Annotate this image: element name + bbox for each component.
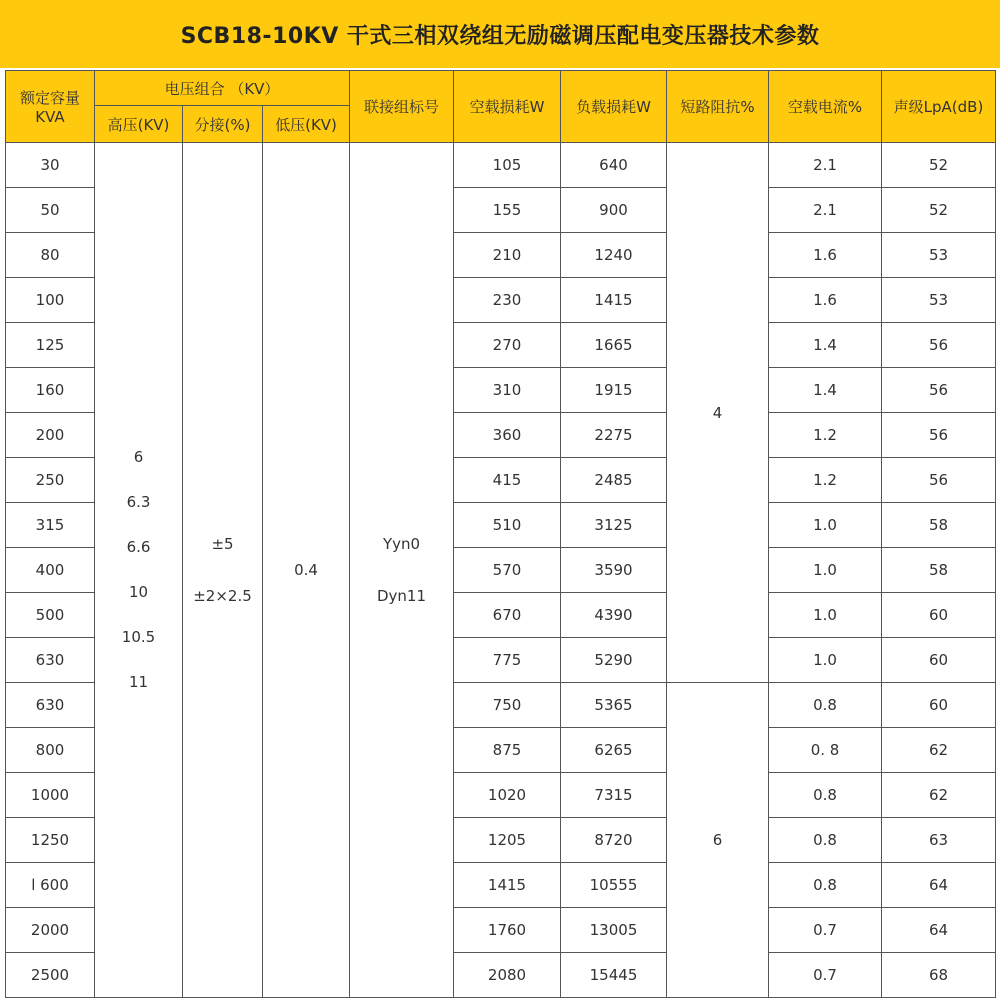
cell-hv-merged bbox=[95, 143, 183, 998]
cell-noise: 52 bbox=[882, 143, 996, 188]
cell-no-load-current: 2.1 bbox=[769, 143, 882, 188]
tap-value: ±5 bbox=[211, 535, 234, 553]
cell-noise: 58 bbox=[882, 503, 996, 548]
cell-no-load-loss: 360 bbox=[454, 413, 561, 458]
cell-noise: 62 bbox=[882, 728, 996, 773]
cell-lv-merged: 0.4 bbox=[263, 143, 350, 998]
cell-capacity: 125 bbox=[6, 323, 95, 368]
connection-values bbox=[350, 518, 453, 622]
cell-noise: 64 bbox=[882, 863, 996, 908]
cell-no-load-loss: 2080 bbox=[454, 953, 561, 998]
cell-capacity: 400 bbox=[6, 548, 95, 593]
cell-no-load-current: 2.1 bbox=[769, 188, 882, 233]
cell-no-load-loss: 875 bbox=[454, 728, 561, 773]
cell-no-load-loss: 570 bbox=[454, 548, 561, 593]
cell-load-loss: 1915 bbox=[561, 368, 667, 413]
cell-load-loss: 1415 bbox=[561, 278, 667, 323]
cell-no-load-loss: 1020 bbox=[454, 773, 561, 818]
cell-noise: 64 bbox=[882, 908, 996, 953]
table-row bbox=[6, 143, 996, 188]
cell-no-load-loss: 230 bbox=[454, 278, 561, 323]
cell-load-loss: 4390 bbox=[561, 593, 667, 638]
cell-noise: 56 bbox=[882, 458, 996, 503]
tap-values bbox=[183, 518, 262, 622]
hv-values bbox=[95, 435, 182, 705]
cell-no-load-loss: 510 bbox=[454, 503, 561, 548]
header-lv: 低压(KV) bbox=[263, 106, 350, 143]
cell-noise: 56 bbox=[882, 368, 996, 413]
cell-no-load-current: 0.7 bbox=[769, 953, 882, 998]
cell-no-load-loss: 210 bbox=[454, 233, 561, 278]
cell-load-loss: 640 bbox=[561, 143, 667, 188]
hv-value: 10 bbox=[128, 583, 149, 601]
hv-value: 11 bbox=[128, 673, 149, 691]
cell-load-loss: 3590 bbox=[561, 548, 667, 593]
cell-capacity: 500 bbox=[6, 593, 95, 638]
hv-value: 10.5 bbox=[121, 628, 156, 646]
cell-capacity: 160 bbox=[6, 368, 95, 413]
cell-load-loss: 8720 bbox=[561, 818, 667, 863]
header-capacity-label: 额定容量 bbox=[19, 89, 80, 107]
hv-value: 6.6 bbox=[126, 538, 151, 556]
cell-no-load-current: 0.8 bbox=[769, 773, 882, 818]
header-connection: 联接组标号 bbox=[350, 71, 454, 143]
cell-capacity: 30 bbox=[6, 143, 95, 188]
header-no-load-current: 空载电流% bbox=[769, 71, 882, 143]
cell-capacity: 630 bbox=[6, 638, 95, 683]
cell-load-loss: 15445 bbox=[561, 953, 667, 998]
cell-load-loss: 1240 bbox=[561, 233, 667, 278]
cell-capacity: 250 bbox=[6, 458, 95, 503]
header-impedance: 短路阻抗% bbox=[667, 71, 769, 143]
cell-noise: 62 bbox=[882, 773, 996, 818]
cell-no-load-loss: 105 bbox=[454, 143, 561, 188]
cell-load-loss: 13005 bbox=[561, 908, 667, 953]
cell-noise: 56 bbox=[882, 413, 996, 458]
cell-impedance-group-b: 6 bbox=[667, 683, 769, 998]
cell-noise: 56 bbox=[882, 323, 996, 368]
cell-capacity: 2500 bbox=[6, 953, 95, 998]
cell-load-loss: 5365 bbox=[561, 683, 667, 728]
cell-no-load-loss: 670 bbox=[454, 593, 561, 638]
cell-noise: 63 bbox=[882, 818, 996, 863]
cell-noise: 68 bbox=[882, 953, 996, 998]
cell-capacity: 2000 bbox=[6, 908, 95, 953]
header-no-load-loss: 空载损耗W bbox=[454, 71, 561, 143]
hv-value: 6 bbox=[133, 448, 144, 466]
cell-load-loss: 2275 bbox=[561, 413, 667, 458]
cell-load-loss: 2485 bbox=[561, 458, 667, 503]
cell-no-load-current: 1.2 bbox=[769, 413, 882, 458]
header-capacity-unit: KVA bbox=[35, 108, 65, 126]
cell-capacity: 1250 bbox=[6, 818, 95, 863]
cell-noise: 53 bbox=[882, 233, 996, 278]
cell-no-load-current: 0.8 bbox=[769, 818, 882, 863]
cell-load-loss: 10555 bbox=[561, 863, 667, 908]
cell-capacity: 50 bbox=[6, 188, 95, 233]
cell-load-loss: 3125 bbox=[561, 503, 667, 548]
cell-no-load-current: 1.4 bbox=[769, 368, 882, 413]
cell-load-loss: 6265 bbox=[561, 728, 667, 773]
cell-capacity: 315 bbox=[6, 503, 95, 548]
cell-load-loss: 7315 bbox=[561, 773, 667, 818]
cell-noise: 60 bbox=[882, 638, 996, 683]
tap-value: ±2×2.5 bbox=[193, 587, 252, 605]
cell-no-load-loss: 750 bbox=[454, 683, 561, 728]
cell-load-loss: 5290 bbox=[561, 638, 667, 683]
cell-no-load-current: 1.6 bbox=[769, 278, 882, 323]
cell-no-load-loss: 310 bbox=[454, 368, 561, 413]
cell-capacity: 1000 bbox=[6, 773, 95, 818]
cell-tap-merged bbox=[183, 143, 263, 998]
cell-capacity: 80 bbox=[6, 233, 95, 278]
cell-load-loss: 900 bbox=[561, 188, 667, 233]
page-title: SCB18-10KV 干式三相双绕组无励磁调压配电变压器技术参数 bbox=[0, 0, 1000, 68]
cell-capacity: 200 bbox=[6, 413, 95, 458]
cell-noise: 60 bbox=[882, 683, 996, 728]
spec-table bbox=[5, 70, 996, 998]
cell-no-load-loss: 155 bbox=[454, 188, 561, 233]
cell-noise: 58 bbox=[882, 548, 996, 593]
cell-no-load-current: 1.2 bbox=[769, 458, 882, 503]
cell-no-load-current: 0. 8 bbox=[769, 728, 882, 773]
cell-no-load-current: 1.0 bbox=[769, 593, 882, 638]
cell-no-load-loss: 415 bbox=[454, 458, 561, 503]
header-tap: 分接(%) bbox=[183, 106, 263, 143]
cell-no-load-loss: 270 bbox=[454, 323, 561, 368]
cell-noise: 52 bbox=[882, 188, 996, 233]
cell-no-load-current: 1.6 bbox=[769, 233, 882, 278]
cell-no-load-current: 0.8 bbox=[769, 683, 882, 728]
cell-no-load-loss: 1415 bbox=[454, 863, 561, 908]
cell-no-load-current: 1.4 bbox=[769, 323, 882, 368]
header-capacity bbox=[6, 71, 95, 143]
hv-value: 6.3 bbox=[126, 493, 151, 511]
cell-no-load-current: 1.0 bbox=[769, 548, 882, 593]
cell-noise: 60 bbox=[882, 593, 996, 638]
connection-value: Yyn0 bbox=[382, 535, 421, 553]
cell-capacity: l 600 bbox=[6, 863, 95, 908]
cell-capacity: 630 bbox=[6, 683, 95, 728]
cell-no-load-current: 0.8 bbox=[769, 863, 882, 908]
cell-capacity: 100 bbox=[6, 278, 95, 323]
header-noise: 声级LpA(dB) bbox=[882, 71, 996, 143]
cell-noise: 53 bbox=[882, 278, 996, 323]
cell-no-load-loss: 775 bbox=[454, 638, 561, 683]
cell-connection-merged bbox=[350, 143, 454, 998]
cell-no-load-current: 0.7 bbox=[769, 908, 882, 953]
cell-no-load-loss: 1760 bbox=[454, 908, 561, 953]
cell-no-load-current: 1.0 bbox=[769, 638, 882, 683]
cell-no-load-current: 1.0 bbox=[769, 503, 882, 548]
cell-impedance-group-a: 4 bbox=[667, 143, 769, 683]
cell-load-loss: 1665 bbox=[561, 323, 667, 368]
header-hv: 高压(KV) bbox=[95, 106, 183, 143]
cell-no-load-loss: 1205 bbox=[454, 818, 561, 863]
table-body bbox=[6, 143, 996, 998]
header-voltage-group: 电压组合 （KV） bbox=[95, 71, 350, 106]
cell-capacity: 800 bbox=[6, 728, 95, 773]
connection-value: Dyn11 bbox=[376, 587, 427, 605]
header-load-loss: 负载损耗W bbox=[561, 71, 667, 143]
